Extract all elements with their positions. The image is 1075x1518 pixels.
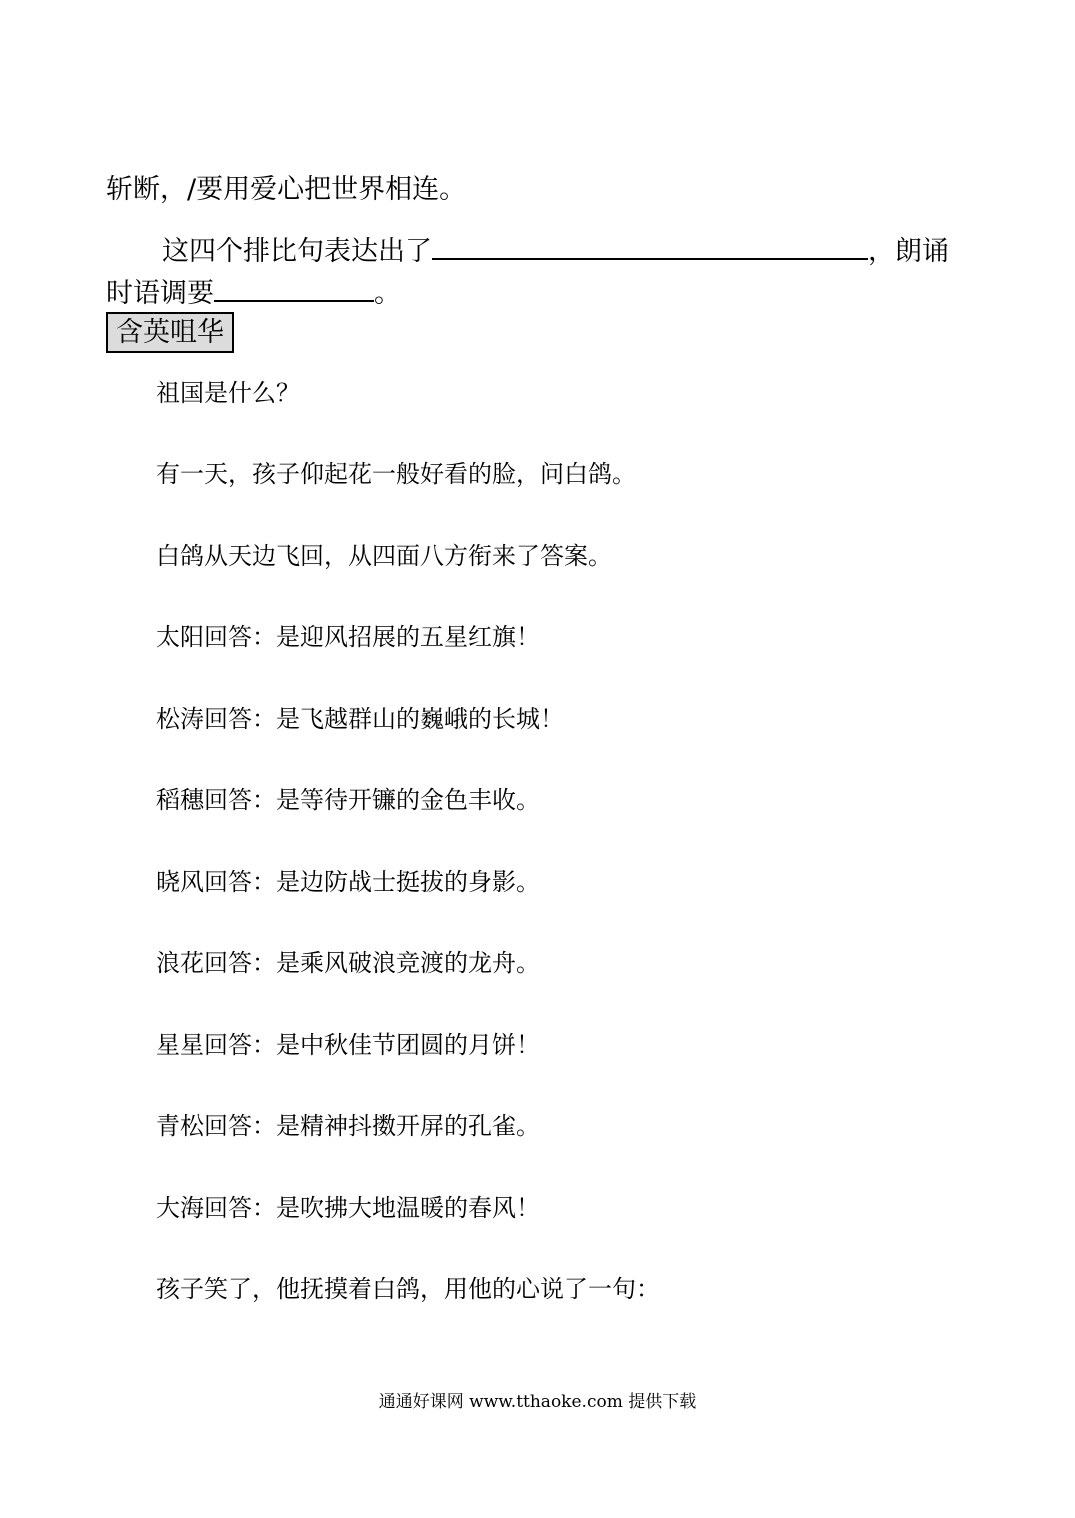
paragraph: 祖国是什么？	[156, 379, 300, 407]
question-line-1	[162, 228, 949, 274]
paragraph: 晓风回答：是边防战士挺拔的身影。	[156, 868, 540, 896]
answer-blank-1[interactable]	[432, 228, 868, 260]
question-line-2	[106, 270, 401, 316]
paragraph: 松涛回答：是飞越群山的巍峨的长城！	[156, 705, 564, 733]
question-text-4: 。	[374, 278, 401, 309]
paragraph: 青松回答：是精神抖擞开屏的孔雀。	[156, 1112, 540, 1140]
question-text-2: ，朗诵	[868, 236, 949, 267]
paragraph: 太阳回答：是迎风招展的五星红旗！	[156, 623, 540, 651]
paragraph: 孩子笑了，他抚摸着白鸽，用他的心说了一句：	[156, 1275, 660, 1303]
question-text-1: 这四个排比句表达出了	[162, 236, 432, 267]
section-title: 含英咀华	[106, 312, 234, 353]
answer-blank-2[interactable]	[214, 270, 374, 302]
paragraph: 星星回答：是中秋佳节团圆的月饼！	[156, 1031, 540, 1059]
page-footer: 通通好课网 www.tthaoke.com 提供下载	[378, 1392, 697, 1412]
paragraph: 浪花回答：是乘风破浪竞渡的龙舟。	[156, 949, 540, 977]
paragraph: 稻穗回答：是等待开镰的金色丰收。	[156, 786, 540, 814]
paragraph: 白鸽从天边飞回，从四面八方衔来了答案。	[156, 542, 612, 570]
question-text-3: 时语调要	[106, 278, 214, 309]
paragraph: 有一天，孩子仰起花一般好看的脸，问白鸽。	[156, 460, 636, 488]
continued-poem-line: 斩断，/要用爱心把世界相连。	[106, 174, 467, 205]
paragraph: 大海回答：是吹拂大地温暖的春风！	[156, 1194, 540, 1222]
